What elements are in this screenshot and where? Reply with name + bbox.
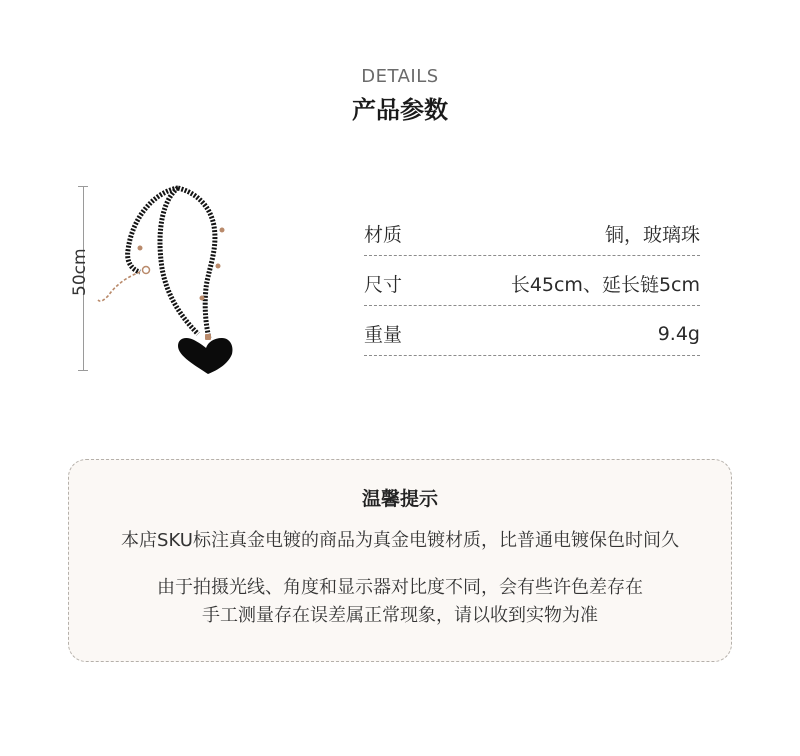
section-eyebrow: DETAILS: [361, 66, 439, 87]
notice-line: 本店SKU标注真金电镀的商品为真金电镀材质，比普通电镀保色时间久: [121, 530, 679, 551]
extension-chain: [98, 272, 140, 301]
spec-value: 长45cm、延长链5cm: [510, 274, 700, 296]
notice-line: 由于拍摄光线、角度和显示器对比度不同，会有些许色差存在: [157, 577, 643, 598]
measure-cap-bottom: [78, 370, 88, 371]
bead-strand-inner: [160, 188, 198, 334]
spec-value: 9.4g: [657, 322, 700, 345]
spec-value: 铜，玻璃珠: [604, 224, 700, 246]
spec-row-weight: [364, 308, 700, 356]
notice-box: [68, 459, 732, 662]
spec-table: [364, 208, 700, 356]
product-figure: [68, 178, 258, 374]
spec-row-size: [364, 258, 700, 306]
spacer-bead: [220, 228, 225, 233]
notice-line: 手工测量存在误差属正常现象，请以收到实物为准: [202, 605, 598, 626]
spec-label: 尺寸: [364, 274, 403, 296]
spacer-bead: [138, 246, 143, 251]
pendant-bail: [205, 334, 211, 340]
notice-title: 温馨提示: [361, 488, 438, 510]
heart-pendant-icon: [178, 338, 233, 374]
length-measure-label: 50cm: [70, 248, 90, 296]
section-header: [0, 64, 800, 126]
clasp-ring: [143, 267, 150, 274]
spec-row-material: [364, 208, 700, 256]
measure-cap-top: [78, 186, 88, 187]
spacer-bead: [216, 264, 221, 269]
section-title: 产品参数: [352, 96, 448, 124]
spec-label: 重量: [364, 324, 403, 346]
spacer-bead: [200, 296, 205, 301]
necklace-image: [94, 178, 254, 374]
spec-label: 材质: [364, 224, 403, 246]
